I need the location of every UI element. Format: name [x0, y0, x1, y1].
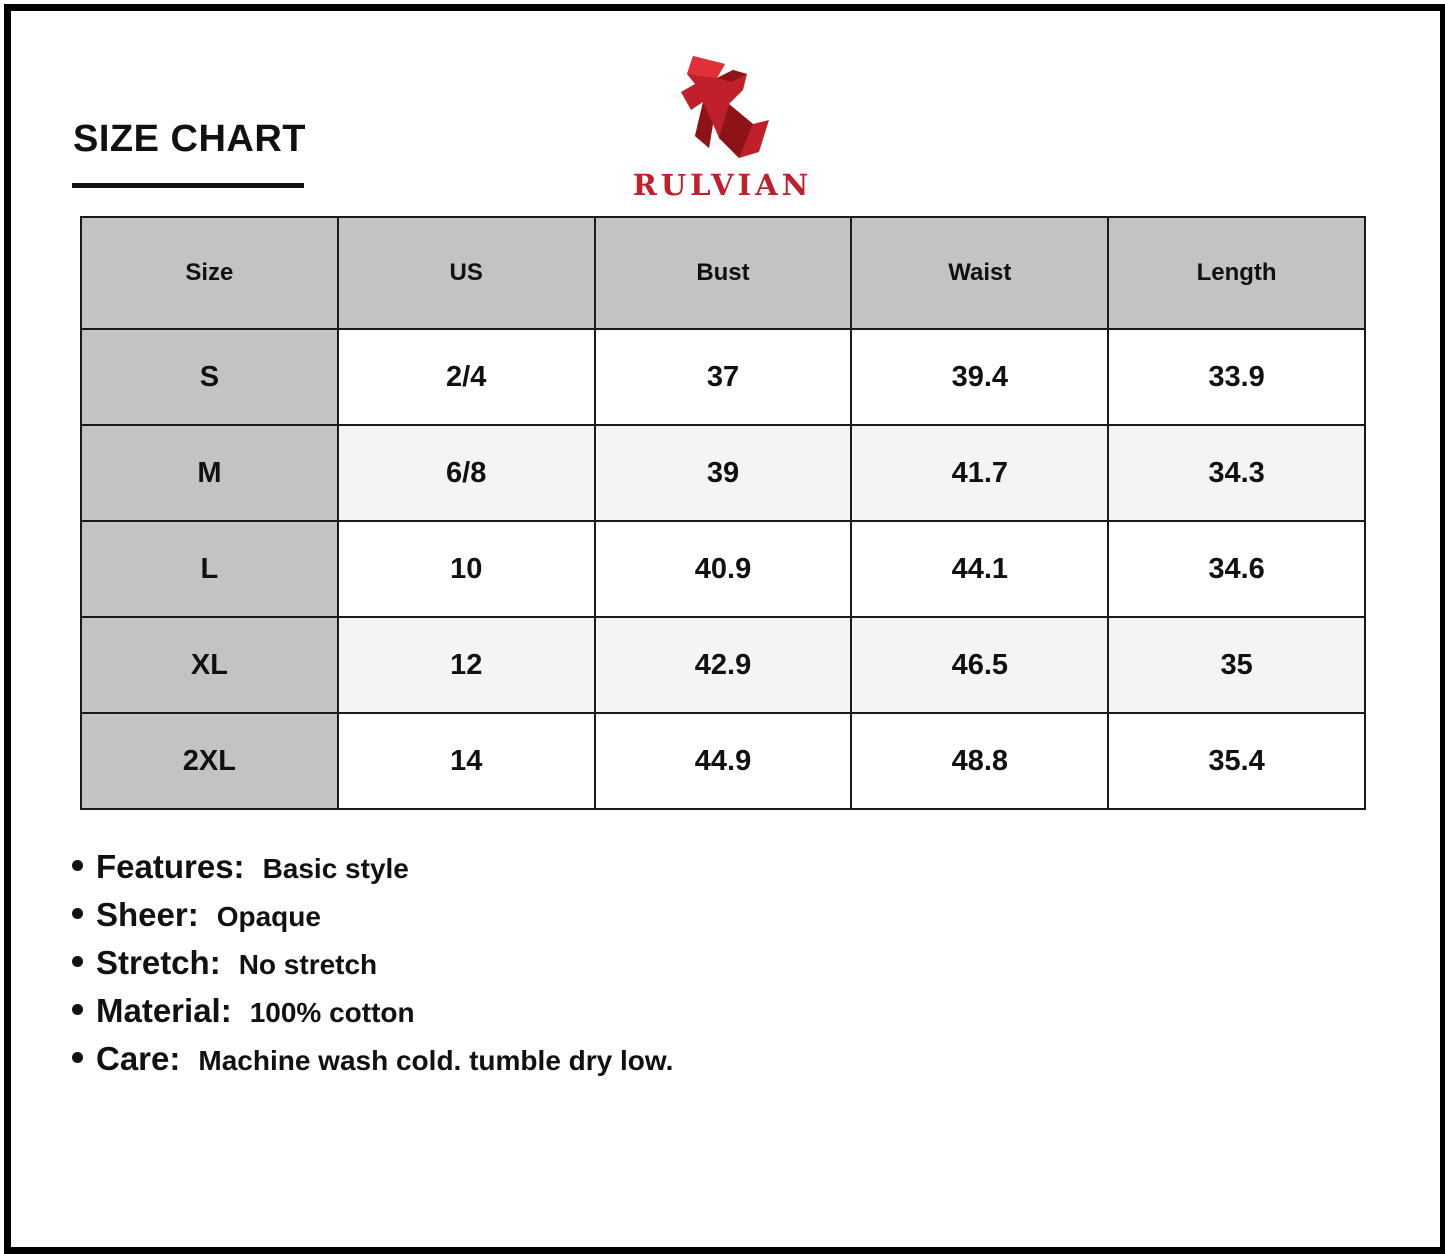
table-row — [81, 617, 1365, 713]
feature-value: Opaque — [216, 901, 321, 932]
waist-cell: 46.5 — [851, 617, 1108, 713]
feature-value: Machine wash cold. tumble dry low. — [198, 1045, 674, 1076]
table-header-row — [81, 217, 1365, 329]
bullet-icon — [72, 1004, 83, 1015]
feature-label: Material: — [96, 992, 232, 1029]
feature-item-care — [72, 1040, 1072, 1088]
length-cell: 34.6 — [1108, 521, 1365, 617]
column-header-waist: Waist — [851, 217, 1108, 329]
feature-label: Sheer: — [96, 896, 199, 933]
bullet-icon — [72, 956, 83, 967]
table-row — [81, 713, 1365, 809]
feature-value: 100% cotton — [249, 997, 415, 1028]
bust-cell: 44.9 — [595, 713, 852, 809]
page-title: SIZE CHART — [73, 118, 306, 160]
brand-logo — [615, 50, 830, 200]
feature-value: Basic style — [262, 853, 409, 884]
table-row — [81, 425, 1365, 521]
feature-item-material — [72, 992, 1072, 1040]
title-underline — [72, 183, 304, 188]
table-row — [81, 521, 1365, 617]
table-row — [81, 329, 1365, 425]
feature-item-stretch — [72, 944, 1072, 992]
column-header-length: Length — [1108, 217, 1365, 329]
feature-label: Features: — [96, 848, 245, 885]
length-cell: 33.9 — [1108, 329, 1365, 425]
bust-cell: 40.9 — [595, 521, 852, 617]
us-cell: 10 — [338, 521, 595, 617]
waist-cell: 48.8 — [851, 713, 1108, 809]
feature-value: No stretch — [238, 949, 378, 980]
length-cell: 34.3 — [1108, 425, 1365, 521]
size-cell: M — [81, 425, 338, 521]
length-cell: 35 — [1108, 617, 1365, 713]
column-header-us: US — [338, 217, 595, 329]
feature-item-features — [72, 848, 1072, 896]
feature-label: Stretch: — [96, 944, 221, 981]
size-cell: 2XL — [81, 713, 338, 809]
column-header-bust: Bust — [595, 217, 852, 329]
bust-cell: 37 — [595, 329, 852, 425]
us-cell: 2/4 — [338, 329, 595, 425]
rulvian-r-logo-icon — [673, 52, 777, 160]
bust-cell: 42.9 — [595, 617, 852, 713]
waist-cell: 41.7 — [851, 425, 1108, 521]
bullet-icon — [72, 860, 83, 871]
bust-cell: 39 — [595, 425, 852, 521]
feature-list — [72, 848, 1072, 1088]
waist-cell: 39.4 — [851, 329, 1108, 425]
size-cell: L — [81, 521, 338, 617]
bullet-icon — [72, 908, 83, 919]
us-cell: 12 — [338, 617, 595, 713]
us-cell: 14 — [338, 713, 595, 809]
size-cell: XL — [81, 617, 338, 713]
column-header-size: Size — [81, 217, 338, 329]
brand-name: RULVIAN — [632, 168, 813, 202]
bullet-icon — [72, 1052, 83, 1063]
us-cell: 6/8 — [338, 425, 595, 521]
feature-item-sheer — [72, 896, 1072, 944]
size-table — [80, 216, 1366, 810]
waist-cell: 44.1 — [851, 521, 1108, 617]
length-cell: 35.4 — [1108, 713, 1365, 809]
feature-label: Care: — [96, 1040, 181, 1077]
size-cell: S — [81, 329, 338, 425]
